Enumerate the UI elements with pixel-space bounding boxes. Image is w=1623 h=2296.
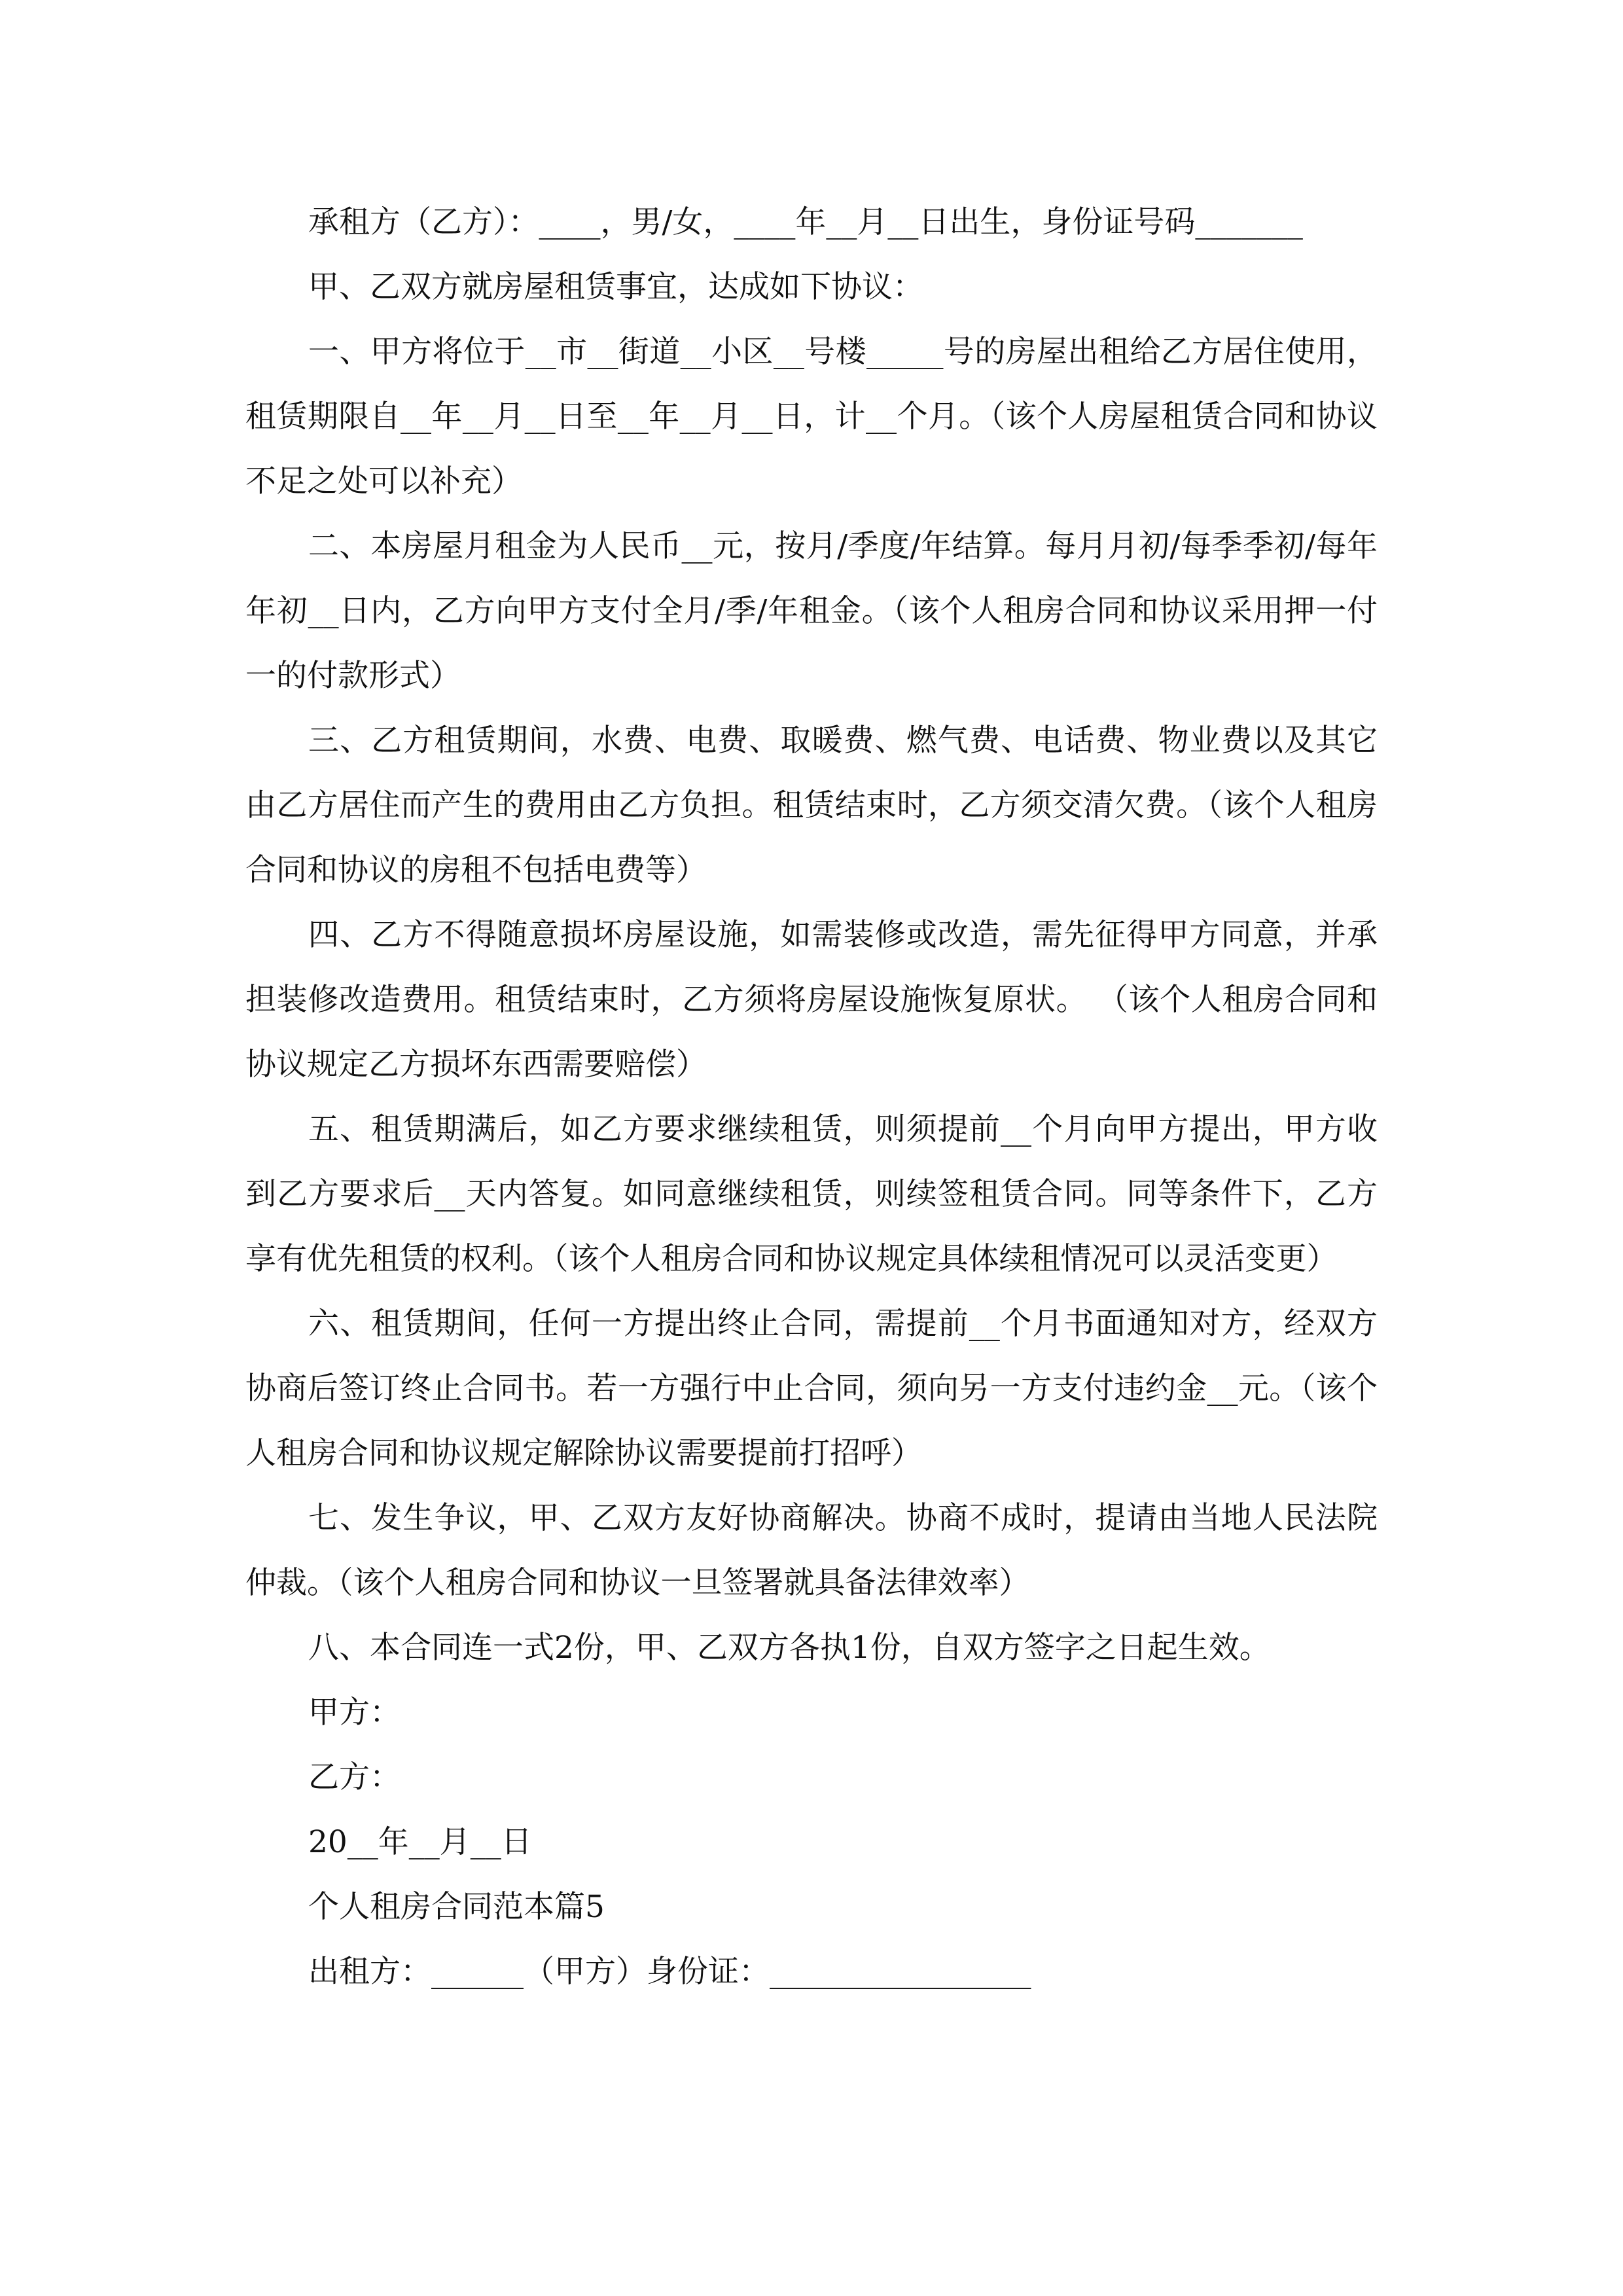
tenant-info-line: 承租方（乙方）：____，男/女，____年__月__日出生，身份证号码_______ [308,204,1303,240]
party-b-signature-label: 乙方： [308,1759,401,1795]
agreement-intro: 甲、乙双方就房屋租赁事宜，达成如下协议： [308,269,923,305]
clause-5: 五、租赁期满后，如乙方要求继续租赁，则须提前__个月向甲方提出，甲方收到乙方要求后__天内答复。如同意继续租赁，则续签租赁合同。同等条件下，乙方享有优先租赁的权利。（该个人租房合同和协议规定具体续租情况可以灵活变更） [245,1111,1378,1277]
clause-3: 三、乙方租赁期间，水费、电费、取暖费、燃气费、电话费、物业费以及其它由乙方居住而产生的费用由乙方负担。租赁结束时，乙方须交清欠费。（该个人租房合同和协议的房租不包括电费等） [245,723,1378,888]
lessor-info-line: 出租方：______（甲方）身份证：_________________ [308,1954,1031,1990]
signing-date: 20__年__月__日 [308,1824,532,1860]
clause-8: 八、本合同连一式2份，甲、乙双方各执1份，自双方签字之日起生效。 [308,1630,1270,1666]
document-body [245,190,1378,2004]
clause-4: 四、乙方不得随意损坏房屋设施，如需装修或改造，需先征得甲方同意，并承担装修改造费用。租赁结束时，乙方须将房屋设施恢复原状。 （该个人租房合同和协议规定乙方损坏东西需要赔偿） [245,917,1378,1083]
clause-1: 一、甲方将位于__市__街道__小区__号楼_____号的房屋出租给乙方居住使用，租赁期限自__年__月__日至__年__月__日，计__个月。（该个人房屋租赁合同和协议不足之处可以补充） [245,334,1378,499]
clause-2: 二、本房屋月租金为人民币__元，按月/季度/年结算。每月月初/每季季初/每年年初__日内，乙方向甲方支付全月/季/年租金。（该个人租房合同和协议采用押一付一的付款形式） [245,528,1378,694]
party-a-signature-label: 甲方： [308,1695,401,1731]
section-title: 个人租房合同范本篇5 [308,1889,605,1925]
clause-7: 七、发生争议，甲、乙双方友好协商解决。协商不成时，提请由当地人民法院仲裁。（该个人租房合同和协议一旦签署就具备法律效率） [245,1500,1378,1601]
clause-6: 六、租赁期间，任何一方提出终止合同，需提前__个月书面通知对方，经双方协商后签订终止合同书。若一方强行中止合同，须向另一方支付违约金__元。（该个人租房合同和协议规定解除协议需要提前打招呼） [245,1306,1378,1471]
